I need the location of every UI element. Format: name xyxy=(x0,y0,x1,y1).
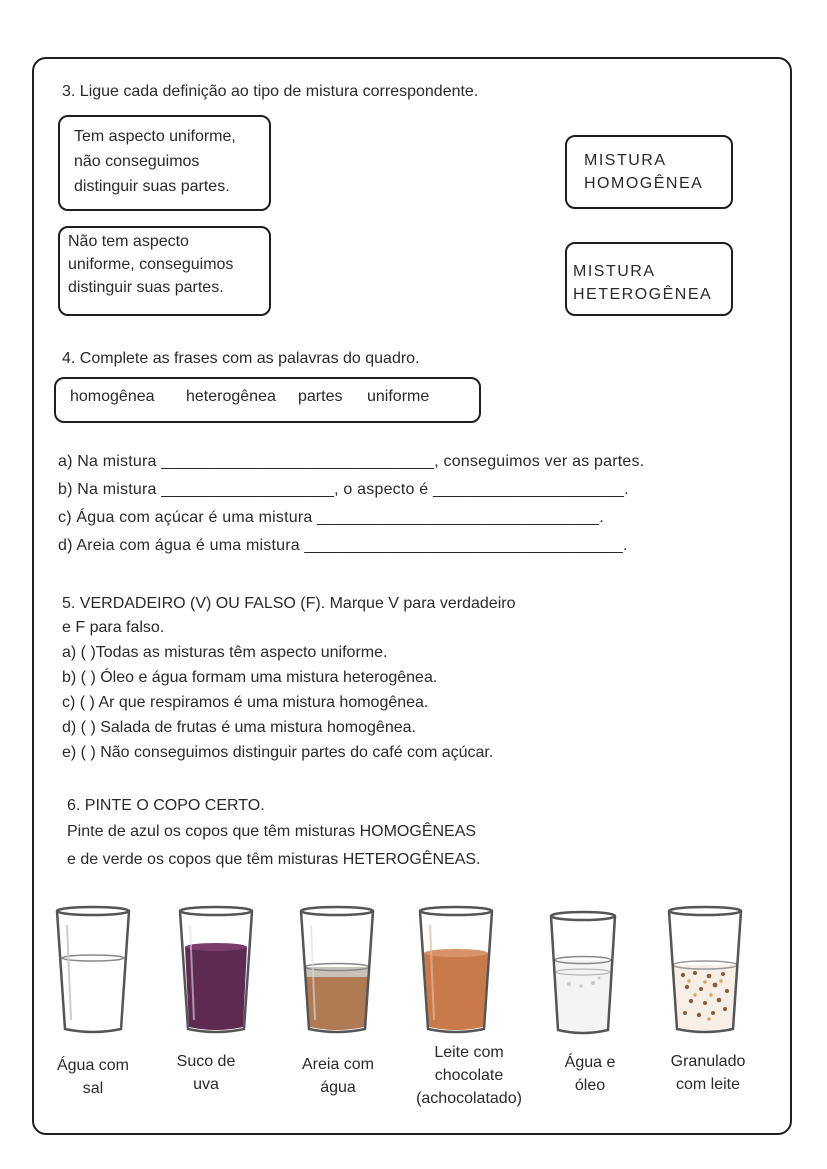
caption-line: Leite com xyxy=(434,1044,504,1061)
caption-line: (achocolatado) xyxy=(416,1090,522,1107)
mixture-type-line: HOMOGÊNEA xyxy=(584,175,704,192)
caption-line: Água com xyxy=(56,1057,130,1074)
true-false-item-e[interactable]: e) ( ) Não conseguimos distinguir partes do café com açúcar. xyxy=(62,744,494,761)
glass-water-salt-icon[interactable] xyxy=(53,905,133,1035)
definition-box-2[interactable] xyxy=(58,226,271,316)
q5-title: 5. VERDADEIRO (V) OU FALSO (F). Marque V para verdadeiro xyxy=(62,595,516,612)
caption-line: chocolate xyxy=(434,1067,504,1084)
caption-line: óleo xyxy=(574,1077,606,1094)
definition-line: não conseguimos xyxy=(74,153,200,170)
word-bank-item: uniforme xyxy=(367,388,430,405)
glass-chocolate-milk-icon[interactable] xyxy=(416,905,496,1035)
definition-line: Tem aspecto uniforme, xyxy=(74,128,236,145)
caption-line: Água e xyxy=(564,1054,616,1071)
glass-sprinkles-milk-icon[interactable] xyxy=(665,905,745,1035)
glass-caption xyxy=(43,1054,143,1100)
q6-instruction-continued: e de verde os copos que têm misturas HETEROGÊNEAS. xyxy=(67,851,481,868)
glass-caption xyxy=(156,1050,256,1096)
definition-line: distinguir suas partes. xyxy=(68,279,224,296)
definition-box-1[interactable] xyxy=(58,115,271,211)
glass-sand-water-icon[interactable] xyxy=(297,905,377,1035)
q4-title: 4. Complete as frases com as palavras do quadro. xyxy=(62,350,420,367)
glass-caption xyxy=(545,1051,635,1097)
caption-line: uva xyxy=(193,1076,219,1093)
fill-sentence-a[interactable]: a) Na mistura ______________________________, conseguimos ver as partes. xyxy=(58,453,645,470)
definition-line: uniforme, conseguimos xyxy=(68,256,234,273)
true-false-item-b[interactable]: b) ( ) Óleo e água formam uma mistura heterogênea. xyxy=(62,669,438,686)
glass-grape-juice-icon[interactable] xyxy=(176,905,256,1035)
caption-line: com leite xyxy=(675,1076,741,1093)
word-bank-item: partes xyxy=(298,388,343,405)
caption-line: Granulado xyxy=(670,1053,746,1070)
glass-caption xyxy=(288,1053,388,1099)
mixture-type-line: HETEROGÊNEA xyxy=(573,286,713,303)
q5-title-continued: e F para falso. xyxy=(62,619,165,636)
caption-line: sal xyxy=(82,1080,104,1097)
word-bank-box xyxy=(54,377,481,423)
mixture-type-box-homogeneous[interactable] xyxy=(565,135,733,209)
q6-instruction: Pinte de azul os copos que têm misturas HOMOGÊNEAS xyxy=(67,823,477,840)
mixture-type-line: MISTURA xyxy=(584,152,667,169)
true-false-item-c[interactable]: c) ( ) Ar que respiramos é uma mistura homogênea. xyxy=(62,694,429,711)
definition-line: Não tem aspecto xyxy=(68,233,189,250)
fill-sentence-c[interactable]: c) Água com açúcar é uma mistura _______________________________. xyxy=(58,509,604,526)
true-false-item-d[interactable]: d) ( ) Salada de frutas é uma mistura homogênea. xyxy=(62,719,416,736)
glass-caption xyxy=(653,1050,763,1096)
glass-water-oil-icon[interactable] xyxy=(547,910,619,1035)
caption-line: Areia com xyxy=(301,1056,375,1073)
fill-sentence-b[interactable]: b) Na mistura ___________________, o aspecto é _____________________. xyxy=(58,481,629,498)
mixture-type-box-heterogeneous[interactable] xyxy=(565,242,733,316)
mixture-type-line: MISTURA xyxy=(573,263,656,280)
glass-caption xyxy=(406,1041,532,1110)
word-bank-item: homogênea xyxy=(70,388,155,405)
q6-title: 6. PINTE O COPO CERTO. xyxy=(67,797,265,814)
caption-line: água xyxy=(320,1079,356,1096)
caption-line: Suco de xyxy=(176,1053,236,1070)
q3-title: 3. Ligue cada definição ao tipo de mistura correspondente. xyxy=(62,83,479,100)
true-false-item-a[interactable]: a) ( )Todas as misturas têm aspecto uniforme. xyxy=(62,644,388,661)
fill-sentence-d[interactable]: d) Areia com água é uma mistura ___________________________________. xyxy=(58,537,628,554)
definition-line: distinguir suas partes. xyxy=(74,178,230,195)
word-bank-item: heterogênea xyxy=(186,388,276,405)
